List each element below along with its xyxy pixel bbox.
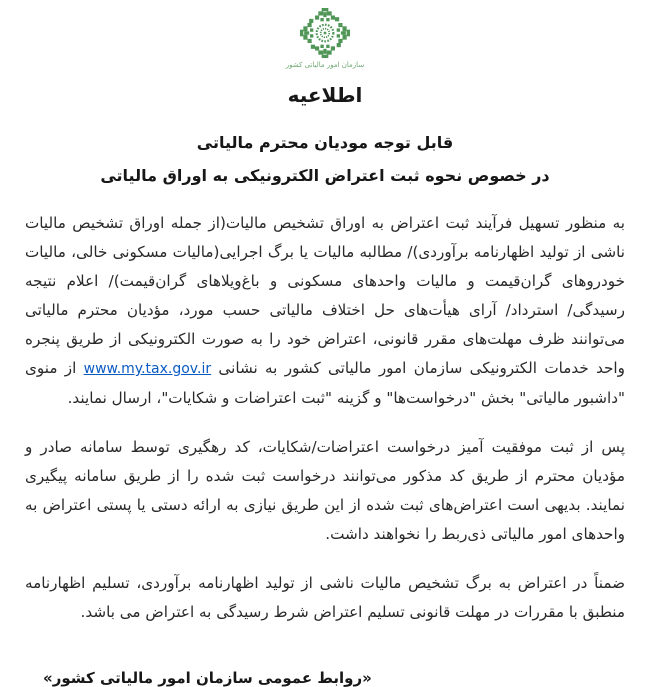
- paragraph-3: ضمناً در اعتراض به برگ تشخیص مالیات ناشی از تولید اظهارنامه برآوردی، تسلیم اظهارنامه منطبق با مقررات در مهلت قانونی تسلیم اعتراض شرط رسیدگی به اعتراض می باشد.: [25, 574, 625, 621]
- paragraph-1: [25, 209, 625, 413]
- paragraph-1-text-after-link: از منوی "داشبور مالیاتی" بخش "درخواست‌ها" و گزینه "ثبت اعتراضات و شکایات"، ارسال نمایند.: [25, 359, 625, 407]
- subtitle-line-2: در خصوص نحوه ثبت اعتراض الکترونیکی به اوراق مالیاتی: [100, 166, 550, 185]
- notice-subtitle: [25, 126, 625, 192]
- paragraph-1-text-before-link: به منظور تسهیل فرآیند ثبت اعتراض به اوراق تشخیص مالیات(از جمله اوراق تشخیص مالیات ناشی از تولید اظهارنامه برآوردی)/ مطالبه مالیات یا برگ اجرایی(مالیات مسکونی خالی، مالیات خودروهای گران‌قیمت و مالیات واحدهای مسکونی و باغ‌ویلاهای گران‌قیمت)/ اعلام نتیجه رسیدگی/ استرداد/ آرای هیأت‌های حل اختلاف مالیاتی حسب مورد، مؤدیان محترم مالیاتی می‌توانند ظرف مهلت‌های مقرر قانونی، اعتراض خود را به صورت الکترونیکی از طریق پنجره واحد خدمات الکترونیکی سازمان امور مالیاتی کشور به نشانی: [25, 214, 625, 377]
- paragraph-2: پس از ثبت موفقیت آمیز درخواست اعتراضات/شکایات، کد رهگیری توسط سامانه صادر و مؤدیان محترم از طریق کد مذکور می‌توانند درخواست ثبت شده را از طریق سامانه پیگیری نمایند. بدیهی است اعتراض‌های ثبت شده از این طریق نیازی به ارائه دستی یا پستی اعتراض به واحدهای امور مالیاتی ذی‌ربط را نخواهند داشت.: [25, 438, 625, 543]
- notice-title: اطلاعیه: [287, 83, 363, 107]
- logo-caption: سازمان امور مالیاتی کشور: [285, 61, 365, 69]
- signature-line: «روابط عمومی سازمان امور مالیاتی کشور»: [43, 669, 372, 687]
- document-header: [25, 8, 625, 70]
- tax-portal-link[interactable]: www.my.tax.gov.ir: [83, 361, 212, 377]
- notice-body: [25, 209, 625, 627]
- tax-administration-logo: [298, 8, 352, 58]
- subtitle-line-1: قابل توجه مودیان محترم مالیاتی: [196, 133, 454, 152]
